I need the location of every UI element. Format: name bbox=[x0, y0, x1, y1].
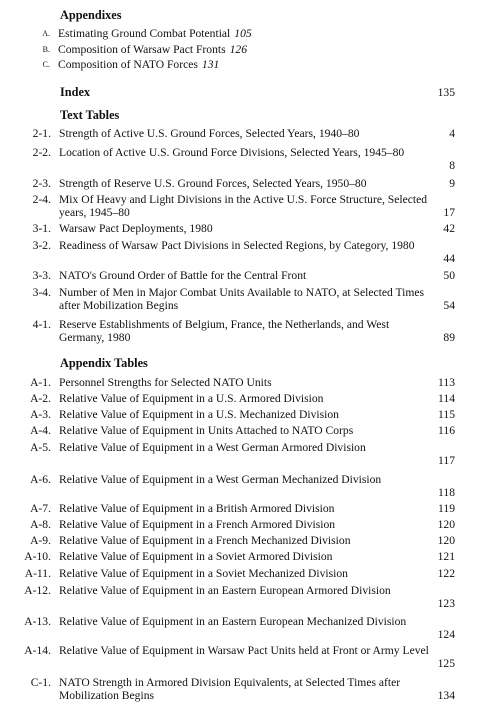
appendix-letter: B. bbox=[42, 45, 50, 54]
table-page: 118 bbox=[438, 486, 455, 499]
appendix-table-row bbox=[0, 567, 477, 582]
table-page: 50 bbox=[443, 269, 455, 282]
table-title: Relative Value of Equipment in an Eastern European Armored Division bbox=[59, 584, 391, 597]
table-number: A-10. bbox=[24, 550, 51, 563]
table-page: 115 bbox=[438, 408, 455, 421]
appendix-table-row bbox=[0, 473, 477, 499]
table-title: Number of Men in Major Combat Units Available to NATO, at Selected Times after Mobilization Begins bbox=[59, 286, 425, 312]
appendix-letter: A. bbox=[42, 29, 50, 38]
table-title: Warsaw Pact Deployments, 1980 bbox=[59, 222, 213, 235]
appendix-letter: C. bbox=[42, 60, 50, 69]
table-page: 122 bbox=[437, 567, 455, 580]
appendix-title-text: Composition of NATO Forces bbox=[58, 58, 198, 71]
table-number: A-1. bbox=[30, 376, 51, 389]
appendix-title bbox=[58, 43, 247, 56]
table-page: 113 bbox=[438, 376, 455, 389]
appendix-page: 126 bbox=[229, 43, 247, 56]
table-title: Relative Value of Equipment in a West German Mechanized Division bbox=[59, 473, 382, 486]
table-page: 120 bbox=[437, 518, 455, 531]
table-page: 8 bbox=[449, 159, 455, 172]
table-page: 123 bbox=[437, 597, 455, 610]
table-title: Relative Value of Equipment in Warsaw Pact Units held at Front or Army Level bbox=[59, 644, 429, 657]
text-table-row bbox=[0, 269, 477, 284]
table-number: 2-1. bbox=[32, 127, 51, 140]
appendix-table-row bbox=[0, 584, 477, 610]
table-page: 134 bbox=[437, 689, 455, 702]
text-table-row bbox=[0, 318, 477, 344]
appendix-table-row bbox=[0, 518, 477, 533]
appendix-table-row bbox=[0, 376, 477, 391]
appendix-table-row bbox=[0, 550, 477, 565]
table-title: Personnel Strengths for Selected NATO Units bbox=[59, 376, 272, 389]
table-page: 124 bbox=[437, 628, 455, 641]
table-number: A-3. bbox=[30, 408, 51, 421]
table-number: 2-2. bbox=[32, 146, 51, 159]
table-title: Relative Value of Equipment in a U.S. Armored Division bbox=[59, 392, 324, 405]
table-number: 3-4. bbox=[32, 286, 51, 299]
text-table-row bbox=[0, 239, 477, 265]
table-title: Relative Value of Equipment in a U.S. Mechanized Division bbox=[59, 408, 339, 421]
table-page: 121 bbox=[437, 550, 455, 563]
table-title: Relative Value of Equipment in a British Armored Division bbox=[59, 502, 335, 515]
text-table-row bbox=[0, 222, 477, 237]
table-title: NATO Strength in Armored Division Equivalents, at Selected Times after Mobilization Begins bbox=[59, 676, 401, 702]
table-page: 4 bbox=[449, 127, 455, 140]
table-page: 42 bbox=[443, 222, 455, 235]
appendix-page: 105 bbox=[234, 27, 252, 40]
table-page: 44 bbox=[443, 252, 455, 265]
table-number: A-5. bbox=[30, 441, 51, 454]
appendix-title bbox=[58, 27, 252, 40]
index-label: Index bbox=[60, 85, 91, 99]
table-title: Readiness of Warsaw Pact Divisions in Selected Regions, by Category, 1980 bbox=[59, 239, 415, 252]
appendix-table-row bbox=[0, 441, 477, 467]
table-number: 4-1. bbox=[32, 318, 51, 331]
table-number: 2-3. bbox=[32, 177, 51, 190]
text-tables-heading: Text Tables bbox=[60, 108, 120, 122]
table-title: Reserve Establishments of Belgium, France, the Netherlands, and West Germany, 1980 bbox=[59, 318, 390, 344]
table-title: Strength of Reserve U.S. Ground Forces, Selected Years, 1950–80 bbox=[59, 177, 367, 190]
appendix-item-b bbox=[0, 43, 477, 58]
table-number: 3-3. bbox=[32, 269, 51, 282]
appendix-page: 131 bbox=[201, 58, 220, 71]
table-page: 9 bbox=[449, 177, 455, 190]
table-number: C-1. bbox=[30, 676, 51, 689]
appendix-table-row bbox=[0, 392, 477, 407]
table-number: 3-2. bbox=[32, 239, 51, 252]
table-number: A-8. bbox=[30, 518, 51, 531]
table-title: Mix Of Heavy and Light Divisions in the Active U.S. Force Structure, Selected years, 1945–80 bbox=[59, 193, 428, 219]
table-number: A-7. bbox=[30, 502, 51, 515]
index-page: 135 bbox=[437, 86, 455, 99]
table-number: 2-4. bbox=[32, 193, 51, 206]
appendix-table-row bbox=[0, 676, 477, 702]
text-table-row bbox=[0, 177, 477, 192]
table-number: A-14. bbox=[24, 644, 51, 657]
text-table-row bbox=[0, 127, 477, 142]
text-table-row bbox=[0, 146, 477, 172]
table-title: Location of Active U.S. Ground Force Divisions, Selected Years, 1945–80 bbox=[59, 146, 405, 159]
table-title: Relative Value of Equipment in a Soviet Armored Division bbox=[59, 550, 333, 563]
appendix-table-row bbox=[0, 408, 477, 423]
table-page: 89 bbox=[443, 331, 455, 344]
table-title: Relative Value of Equipment in a Soviet Mechanized Division bbox=[59, 567, 348, 580]
appendix-table-row bbox=[0, 534, 477, 549]
table-number: A-11. bbox=[24, 567, 51, 580]
table-number: A-9. bbox=[30, 534, 51, 547]
table-number: A-13. bbox=[24, 615, 51, 628]
appendix-tables-heading: Appendix Tables bbox=[60, 356, 148, 370]
table-page: 54 bbox=[443, 299, 455, 312]
text-table-row bbox=[0, 286, 477, 312]
appendix-table-row bbox=[0, 615, 477, 641]
appendix-table-row bbox=[0, 502, 477, 517]
table-page: 125 bbox=[437, 657, 455, 670]
text-table-row bbox=[0, 193, 477, 219]
table-number: A-6. bbox=[30, 473, 51, 486]
table-page: 17 bbox=[443, 206, 455, 219]
table-number: 3-1. bbox=[32, 222, 51, 235]
appendixes-heading: Appendixes bbox=[60, 8, 122, 22]
table-title: Strength of Active U.S. Ground Forces, Selected Years, 1940–80 bbox=[59, 127, 360, 140]
appendix-table-row bbox=[0, 424, 477, 439]
table-number: A-4. bbox=[30, 424, 51, 437]
appendix-title-text: Composition of Warsaw Pact Fronts bbox=[58, 43, 226, 56]
table-title: NATO's Ground Order of Battle for the Central Front bbox=[59, 269, 307, 282]
table-title: Relative Value of Equipment in a French Armored Division bbox=[59, 518, 336, 531]
table-number: A-2. bbox=[30, 392, 51, 405]
appendix-title-text: Estimating Ground Combat Potential bbox=[58, 27, 231, 40]
appendix-item-a bbox=[0, 27, 477, 42]
appendix-title bbox=[58, 58, 219, 71]
appendix-item-c bbox=[0, 58, 477, 73]
table-page: 120 bbox=[437, 534, 455, 547]
table-page: 116 bbox=[438, 424, 455, 437]
table-title: Relative Value of Equipment in a French Mechanized Division bbox=[59, 534, 351, 547]
table-title: Relative Value of Equipment in a West German Armored Division bbox=[59, 441, 366, 454]
table-page: 119 bbox=[438, 502, 455, 515]
appendix-table-row bbox=[0, 644, 477, 670]
table-page: 117 bbox=[438, 454, 455, 467]
table-page: 114 bbox=[438, 392, 455, 405]
table-title: Relative Value of Equipment in an Eastern European Mechanized Division bbox=[59, 615, 407, 628]
table-title: Relative Value of Equipment in Units Attached to NATO Corps bbox=[59, 424, 354, 437]
table-number: A-12. bbox=[24, 584, 51, 597]
